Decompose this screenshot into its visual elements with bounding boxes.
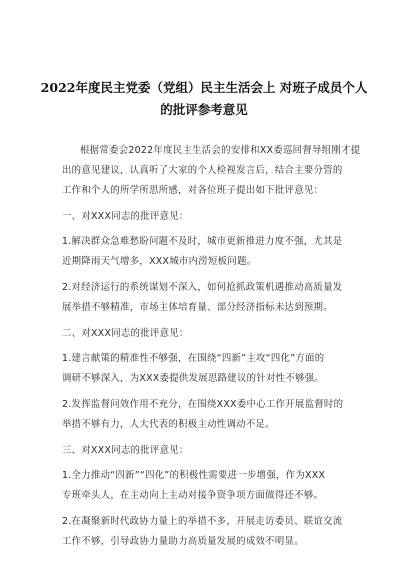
- section-heading: 二、对XXX同志的批评意见：: [62, 328, 189, 339]
- paragraph-line: 2.对经济运行的系统谋划不深入，如何抢抓政策机遇推动高质量发: [62, 282, 343, 293]
- paragraph-line: 调研不够深入，为XXX委提供发展思路建议的针对性不够强。: [62, 373, 325, 384]
- paragraph-line: 1.解决群众急难愁盼问题不及时，城市更新推进力度不强，尤其是: [62, 236, 343, 247]
- paragraph-line: 出的意见建议，认真听了大家的个人检视发言后，结合主要分管的: [62, 165, 343, 176]
- paragraph-line: 展举措不够精准，市场主体培育量、部分经济指标未达到预期。: [62, 302, 333, 313]
- document-title-line-2: 的批评参考意见: [160, 102, 248, 117]
- section-heading: 三、对XXX同志的批评意见：: [62, 445, 189, 456]
- section-heading: 一、对XXX同志的批评意见：: [62, 211, 189, 222]
- paragraph-line: 2.发挥监督问效作用不充分，在围绕XXX委中心工作开展监督时的: [62, 399, 344, 410]
- paragraph-line: 1.全力推动“四新”“四化”的积极性需要进一步增强，作为XXX: [62, 470, 326, 481]
- paragraph-line: 工作不够，引导政协力量助力高质量发展的成效不明显。: [62, 536, 304, 547]
- paragraph-line: 专班牵头人，在主动向上主动对接争资争项方面做得还不够。: [62, 490, 324, 501]
- paragraph-line: 2.在凝聚新时代政协力量上的举措不多，开展走访委员、联谊交流: [62, 516, 343, 527]
- paragraph-line: 近期降雨天气增多，XXX城市内涝短板问题。: [62, 256, 257, 267]
- paragraph-line: 工作和个人的所学所思所感，对各位班子提出如下批评意见：: [62, 185, 324, 196]
- document-title-line-1: 2022年度民主党委（党组）民主生活会上 对班子成员个人: [40, 80, 368, 95]
- paragraph-line: 举措不够有力，人大代表的积极主动性调动不足。: [62, 419, 275, 430]
- paragraph-line: 根据常委会2022年度民主生活会的安排和XX委巡回督导组刚才提: [80, 145, 361, 156]
- paragraph-line: 1.建言献策的精准性不够强，在围绕“四新”主攻“四化”方面的: [62, 353, 325, 364]
